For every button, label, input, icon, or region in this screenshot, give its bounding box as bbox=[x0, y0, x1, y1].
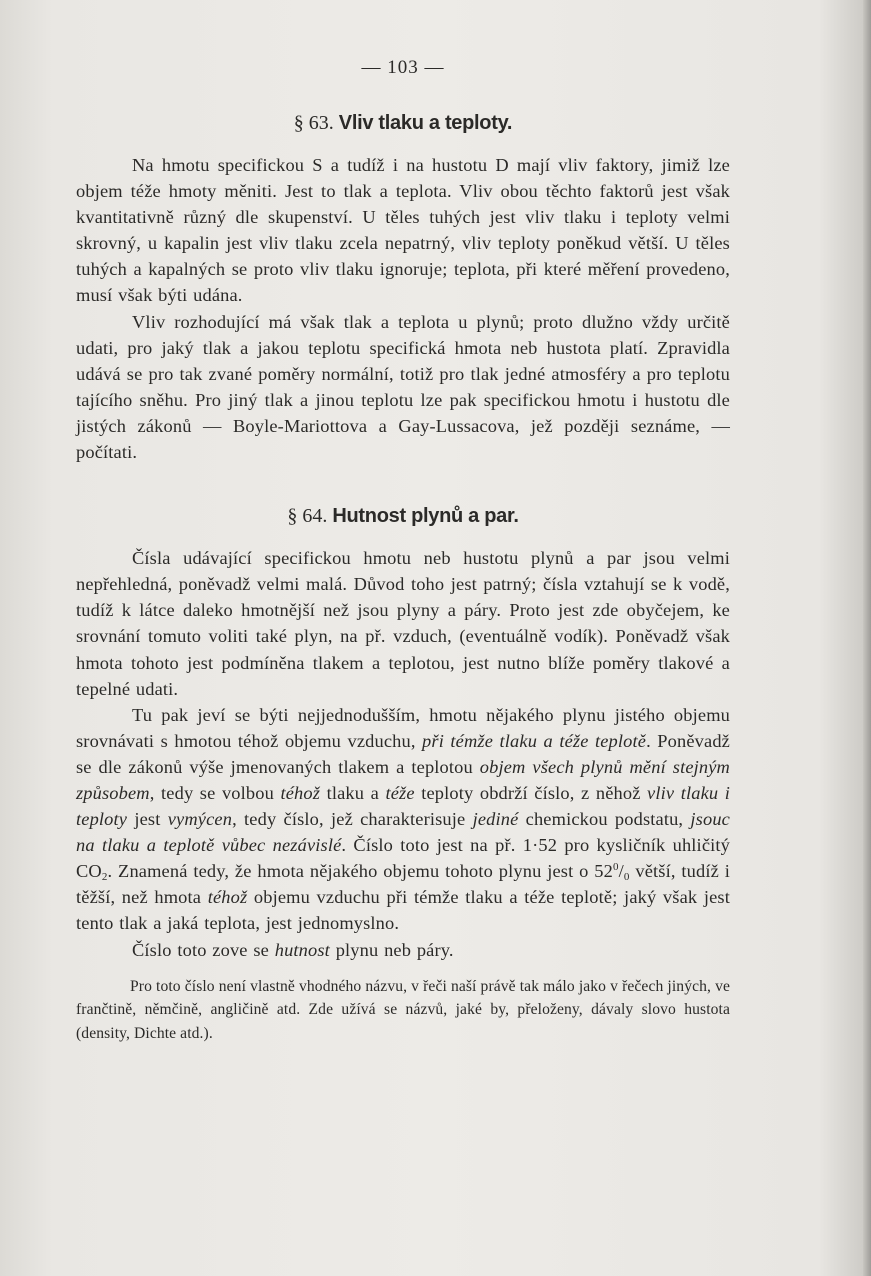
section-63-number: § 63. bbox=[293, 112, 334, 134]
section-64-paragraph-1: Čísla udávající specifickou hmotu neb hustotu plynů a par jsou velmi nepřehledná, poněvadž velmi malá. Důvod toho jest patrný; čísla vztahují se k vodě, tudíž k látce daleko hmotnější než jsou plyny a páry. Proto jest zde obyčejem, ke srovnání tomuto voliti také plyn, na př. vzduch, (eventuálně vodík). Poněvadž však hmota tohoto jest podmíněna tlakem a teplotou, jest nutno blíže poměry tlakové a tepelné udati. bbox=[76, 548, 730, 699]
emphasis: téhož bbox=[280, 782, 321, 803]
emphasis: vliv tlaku i teploty bbox=[76, 782, 731, 830]
emphasis: téhož bbox=[207, 887, 248, 908]
section-63-heading bbox=[76, 110, 730, 136]
superscript: 0 bbox=[613, 861, 619, 874]
section-64-paragraph-3 bbox=[76, 937, 730, 963]
emphasis: téže bbox=[385, 782, 415, 803]
section-64-heading bbox=[76, 503, 730, 529]
section-63-paragraph-1: Na hmotu specifickou S a tudíž i na hustotu D mají vliv faktory, jimiž lze objem téže hmoty měniti. Jest to tlak a teplota. Vliv obou těchto faktorů jest však kvantitativně různý dle skupenství. U těles tuhých jest vliv tlaku i teploty velmi skrovný, u kapalin jest vliv tlaku zcela nepatrný, vliv teploty poněkud větší. U těles tuhých a kapalných se proto vliv tlaku ignoruje; teplota, při které měření provedeno, musí však býti udána. bbox=[76, 155, 730, 306]
emphasis: hutnost bbox=[274, 939, 330, 960]
emphasis: objem všech plynů mění stejným způsobem bbox=[76, 756, 730, 803]
text-run: objemu vzduchu při témže tlaku a téže teplotě; jaký však jest tento tlak a jaká teplota, jest jednomyslno. bbox=[76, 887, 730, 934]
emphasis: jediné bbox=[472, 809, 519, 830]
text-run: větší, tudíž i těžší, než hmota bbox=[76, 861, 730, 908]
text-run: , tedy se volbou bbox=[149, 782, 281, 803]
emphasis: vymýcen bbox=[167, 809, 233, 830]
text-run: chemickou podstatu, bbox=[518, 809, 691, 830]
text-run: . Číslo toto jest na př. 1·52 pro kysličník uhličitý CO bbox=[76, 835, 730, 882]
emphasis: jsouc na tlaku a teplotě vůbec nezávislé bbox=[76, 809, 730, 856]
page-edge bbox=[863, 0, 871, 1276]
text-run: tlaku a bbox=[320, 782, 386, 803]
subscript: 2 bbox=[101, 871, 108, 884]
page-content bbox=[76, 56, 730, 1045]
section-63-title: Vliv tlaku a teploty. bbox=[338, 112, 513, 134]
text-run: . Poněvadž se dle zákonů výše jmenovaných tlakem a teplotou bbox=[76, 730, 730, 777]
subscript: 0 bbox=[623, 871, 630, 884]
text-run: Číslo toto zove se bbox=[132, 939, 275, 960]
section-64-paragraph-2 bbox=[76, 702, 730, 937]
text-run: , tedy číslo, jež charakterisuje bbox=[232, 809, 473, 830]
emphasis: při témže tlaku a téže teplotě bbox=[422, 730, 647, 751]
text-run: . Znamená tedy, že hmota nějakého objemu tohoto plynu jest o 52 bbox=[107, 861, 613, 882]
section-63-paragraph-2: Vliv rozhodující má však tlak a teplota u plynů; proto dlužno vždy určitě udati, pro jaký tlak a jakou teplotu specifická hmota neb hustota platí. Zpravidla udává se pro tak zvané poměry normální, totiž pro tlak jedné atmosféry a pro teplotu tajícího sněhu. Pro jiný tlak a jinou teplotu lze pak specifickou hmotu i hustotu dle jistých zákonů — Boyle-Mariottova a Gay-Lussacova, jež později seznáme, — počítati. bbox=[76, 311, 730, 463]
text-run: / bbox=[618, 861, 624, 882]
text-run: teploty obdrží číslo, z něhož bbox=[414, 782, 648, 803]
text-run: plynu neb páry. bbox=[329, 939, 454, 960]
page-number: — 103 — bbox=[361, 57, 445, 78]
section-64-number: § 64. bbox=[287, 505, 328, 528]
section-gap bbox=[76, 465, 730, 503]
section-64-title: Hutnost plynů a par. bbox=[332, 505, 519, 528]
text-run: jest bbox=[127, 809, 168, 830]
footnote: Pro toto číslo není vlastně vhodného názvu, v řeči naší právě tak málo jako v řečech jiných, ve frančtině, němčině, angličině atd. Zde užívá se názvů, jaké by, přeloženy, dávaly slovo hustota (density, Dichte atd.). bbox=[76, 977, 730, 1042]
text-run: Tu pak jeví se býti nejjednodušším, hmotu nějakého plynu jistého objemu srovnávati s hmotou téhož objemu vzduchu, bbox=[76, 704, 730, 751]
